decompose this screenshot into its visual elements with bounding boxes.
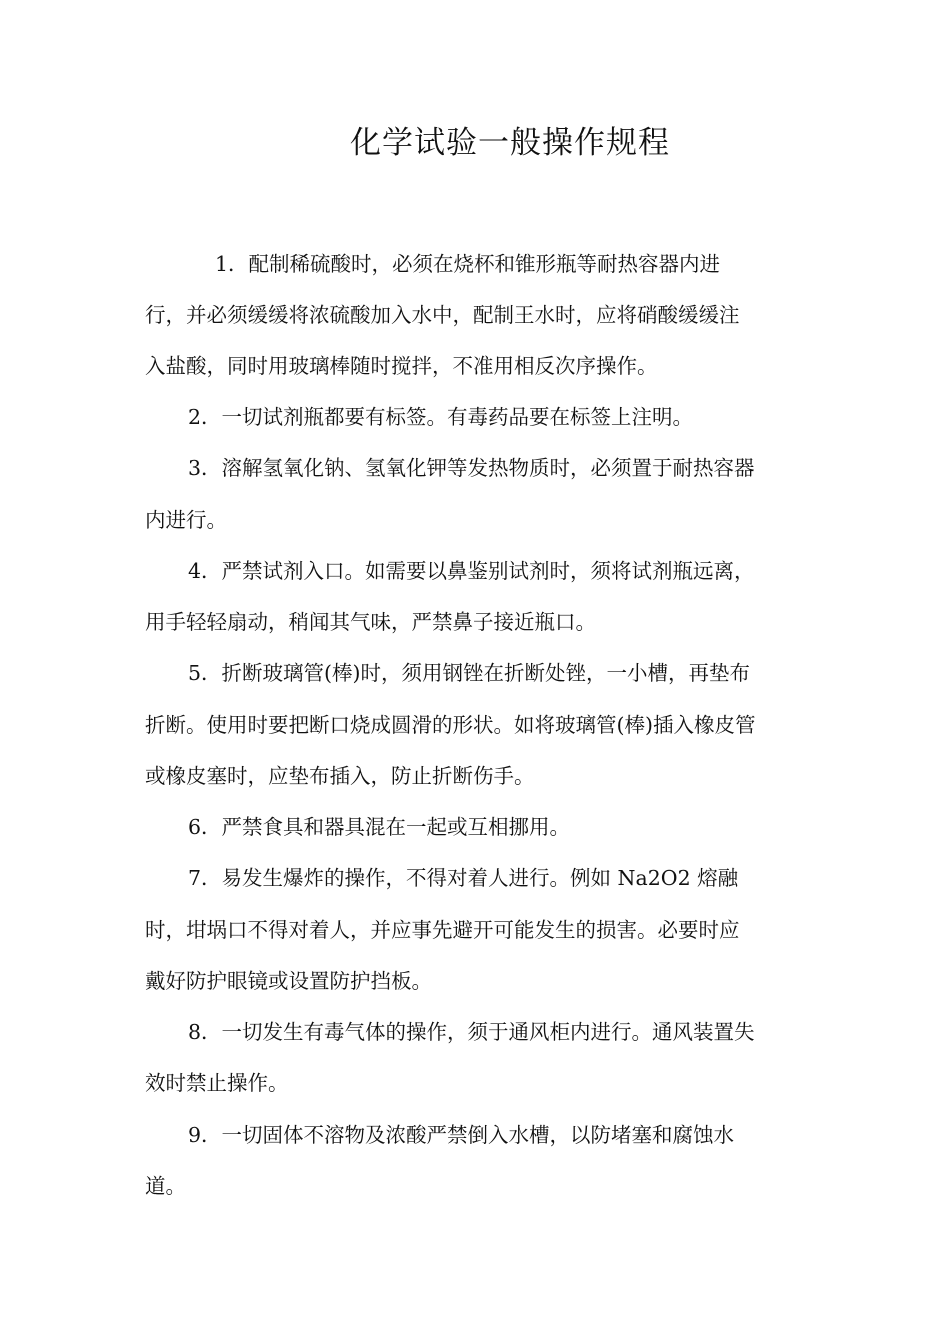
rule-8-line-2: 效时禁止操作。 [145,1071,289,1095]
rule-1-line-3: 入盐酸，同时用玻璃棒随时搅拌，不准用相反次序操作。 [145,354,658,378]
rule-2-line-1: 2．一切试剂瓶都要有标签。有毒药品要在标签上注明。 [188,405,694,429]
rule-7-line-2: 时，坩埚口不得对着人，并应事先避开可能发生的损害。必要时应 [145,918,740,942]
rule-5-line-1: 5．折断玻璃管(棒)时，须用钢锉在折断处锉，一小槽，再垫布 [188,661,751,685]
rule-5-line-2: 折断。使用时要把断口烧成圆滑的形状。如将玻璃管(棒)插入橡皮管 [145,713,756,737]
rule-7-line-1: 7．易发生爆炸的操作，不得对着人进行。例如 Na2O2 熔融 [188,866,739,890]
rule-3-line-1: 3．溶解氢氧化钠、氢氧化钾等发热物质时，必须置于耐热容器 [188,456,755,480]
rule-1-line-1: 1．配制稀硫酸时，必须在烧杯和锥形瓶等耐热容器内进 [215,252,721,276]
rule-6-line-1: 6．严禁食具和器具混在一起或互相挪用。 [188,815,571,839]
rule-1-line-2: 行，并必须缓缓将浓硫酸加入水中，配制王水时，应将硝酸缓缓注 [145,303,740,327]
rule-9-line-2: 道。 [145,1174,186,1198]
rule-5-line-3: 或橡皮塞时，应垫布插入，防止折断伤手。 [145,764,535,788]
rule-4-line-1: 4．严禁试剂入口。如需要以鼻鉴别试剂时，须将试剂瓶远离， [188,559,755,583]
rule-7-line-3: 戴好防护眼镜或设置防护挡板。 [145,969,432,993]
rule-9-line-1: 9．一切固体不溶物及浓酸严禁倒入水槽，以防堵塞和腐蚀水 [188,1123,735,1147]
rule-8-line-1: 8．一切发生有毒气体的操作，须于通风柜内进行。通风装置失 [188,1020,755,1044]
rule-4-line-2: 用手轻轻扇动，稍闻其气味，严禁鼻子接近瓶口。 [145,610,596,634]
rule-3-line-2: 内进行。 [145,508,227,532]
document-title: 化学试验一般操作规程 [350,125,670,161]
